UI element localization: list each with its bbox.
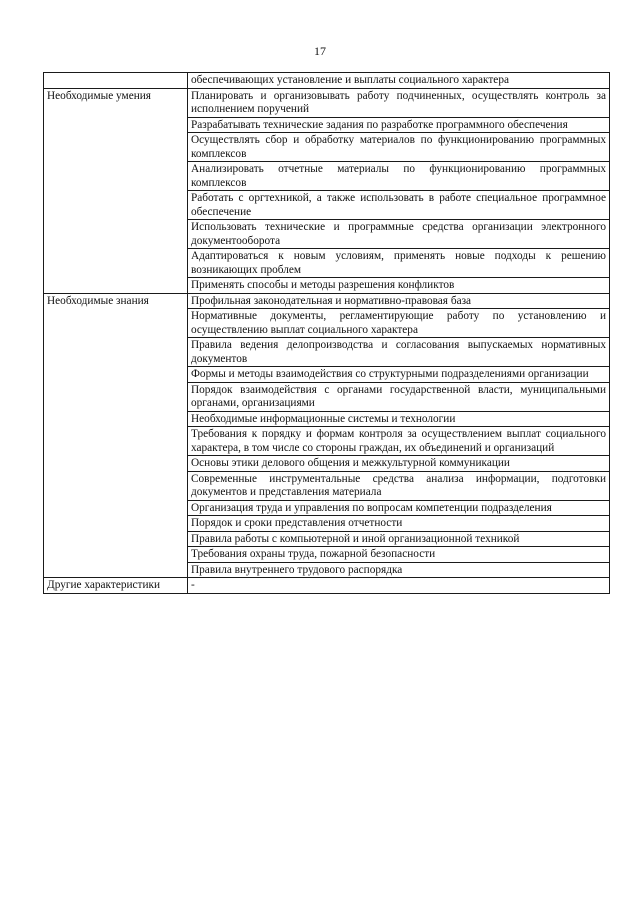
- intro-value-cell: обеспечивающих установление и выплаты социального характера: [188, 73, 610, 89]
- section-item: Необходимые информационные системы и технологии: [188, 411, 610, 427]
- intro-label-cell: [44, 73, 188, 89]
- section-item: Порядок и сроки представления отчетности: [188, 516, 610, 532]
- section-item: Формы и методы взаимодействия со структурными подразделениями организации: [188, 367, 610, 383]
- section-item: Порядок взаимодействия с органами государственной власти, муниципальными органами, организациями: [188, 382, 610, 411]
- section-item: Анализировать отчетные материалы по функционированию программных комплексов: [188, 162, 610, 191]
- section-item: Организация труда и управления по вопросам компетенции подразделения: [188, 500, 610, 516]
- section-label: Необходимые умения: [44, 88, 188, 293]
- section-item: Правила внутреннего трудового распорядка: [188, 562, 610, 578]
- section-item: Разрабатывать технические задания по разработке программного обеспечения: [188, 117, 610, 133]
- section-item: Адаптироваться к новым условиям, применять новые подходы к решению возникающих проблем: [188, 249, 610, 278]
- section-label: Необходимые знания: [44, 293, 188, 578]
- requirements-table-body: [44, 73, 610, 594]
- section-item: Требования к порядку и формам контроля за осуществлением выплат социального характера, в том числе со стороны граждан, их объединений и организаций: [188, 427, 610, 456]
- section-item: Работать с оргтехникой, а также использовать в работе специальное программное обеспечение: [188, 191, 610, 220]
- section-item: Правила ведения делопроизводства и согласования выпускаемых нормативных документов: [188, 338, 610, 367]
- section-item: Применять способы и методы разрешения конфликтов: [188, 278, 610, 294]
- section-item: Профильная законодательная и нормативно-правовая база: [188, 293, 610, 309]
- section-label: Другие характеристики: [44, 578, 188, 594]
- table-row: [44, 88, 610, 117]
- section-item: Требования охраны труда, пожарной безопасности: [188, 547, 610, 563]
- page-number: 17: [314, 44, 326, 58]
- section-item: Нормативные документы, регламентирующие работу по установлению и осуществлению выплат социального характера: [188, 309, 610, 338]
- section-item: Современные инструментальные средства анализа информации, подготовки документов и представления материала: [188, 471, 610, 500]
- table-row: [44, 293, 610, 309]
- section-item: Правила работы с компьютерной и иной организационной техникой: [188, 531, 610, 547]
- section-item: Осуществлять сбор и обработку материалов по функционированию программных комплексов: [188, 133, 610, 162]
- table-row: [44, 578, 610, 594]
- section-item: Основы этики делового общения и межкультурной коммуникации: [188, 456, 610, 472]
- intro-row: [44, 73, 610, 89]
- section-item: -: [188, 578, 610, 594]
- requirements-table: [43, 72, 610, 594]
- section-item: Использовать технические и программные средства организации электронного документооборота: [188, 220, 610, 249]
- section-item: Планировать и организовывать работу подчиненных, осуществлять контроль за исполнением поручений: [188, 88, 610, 117]
